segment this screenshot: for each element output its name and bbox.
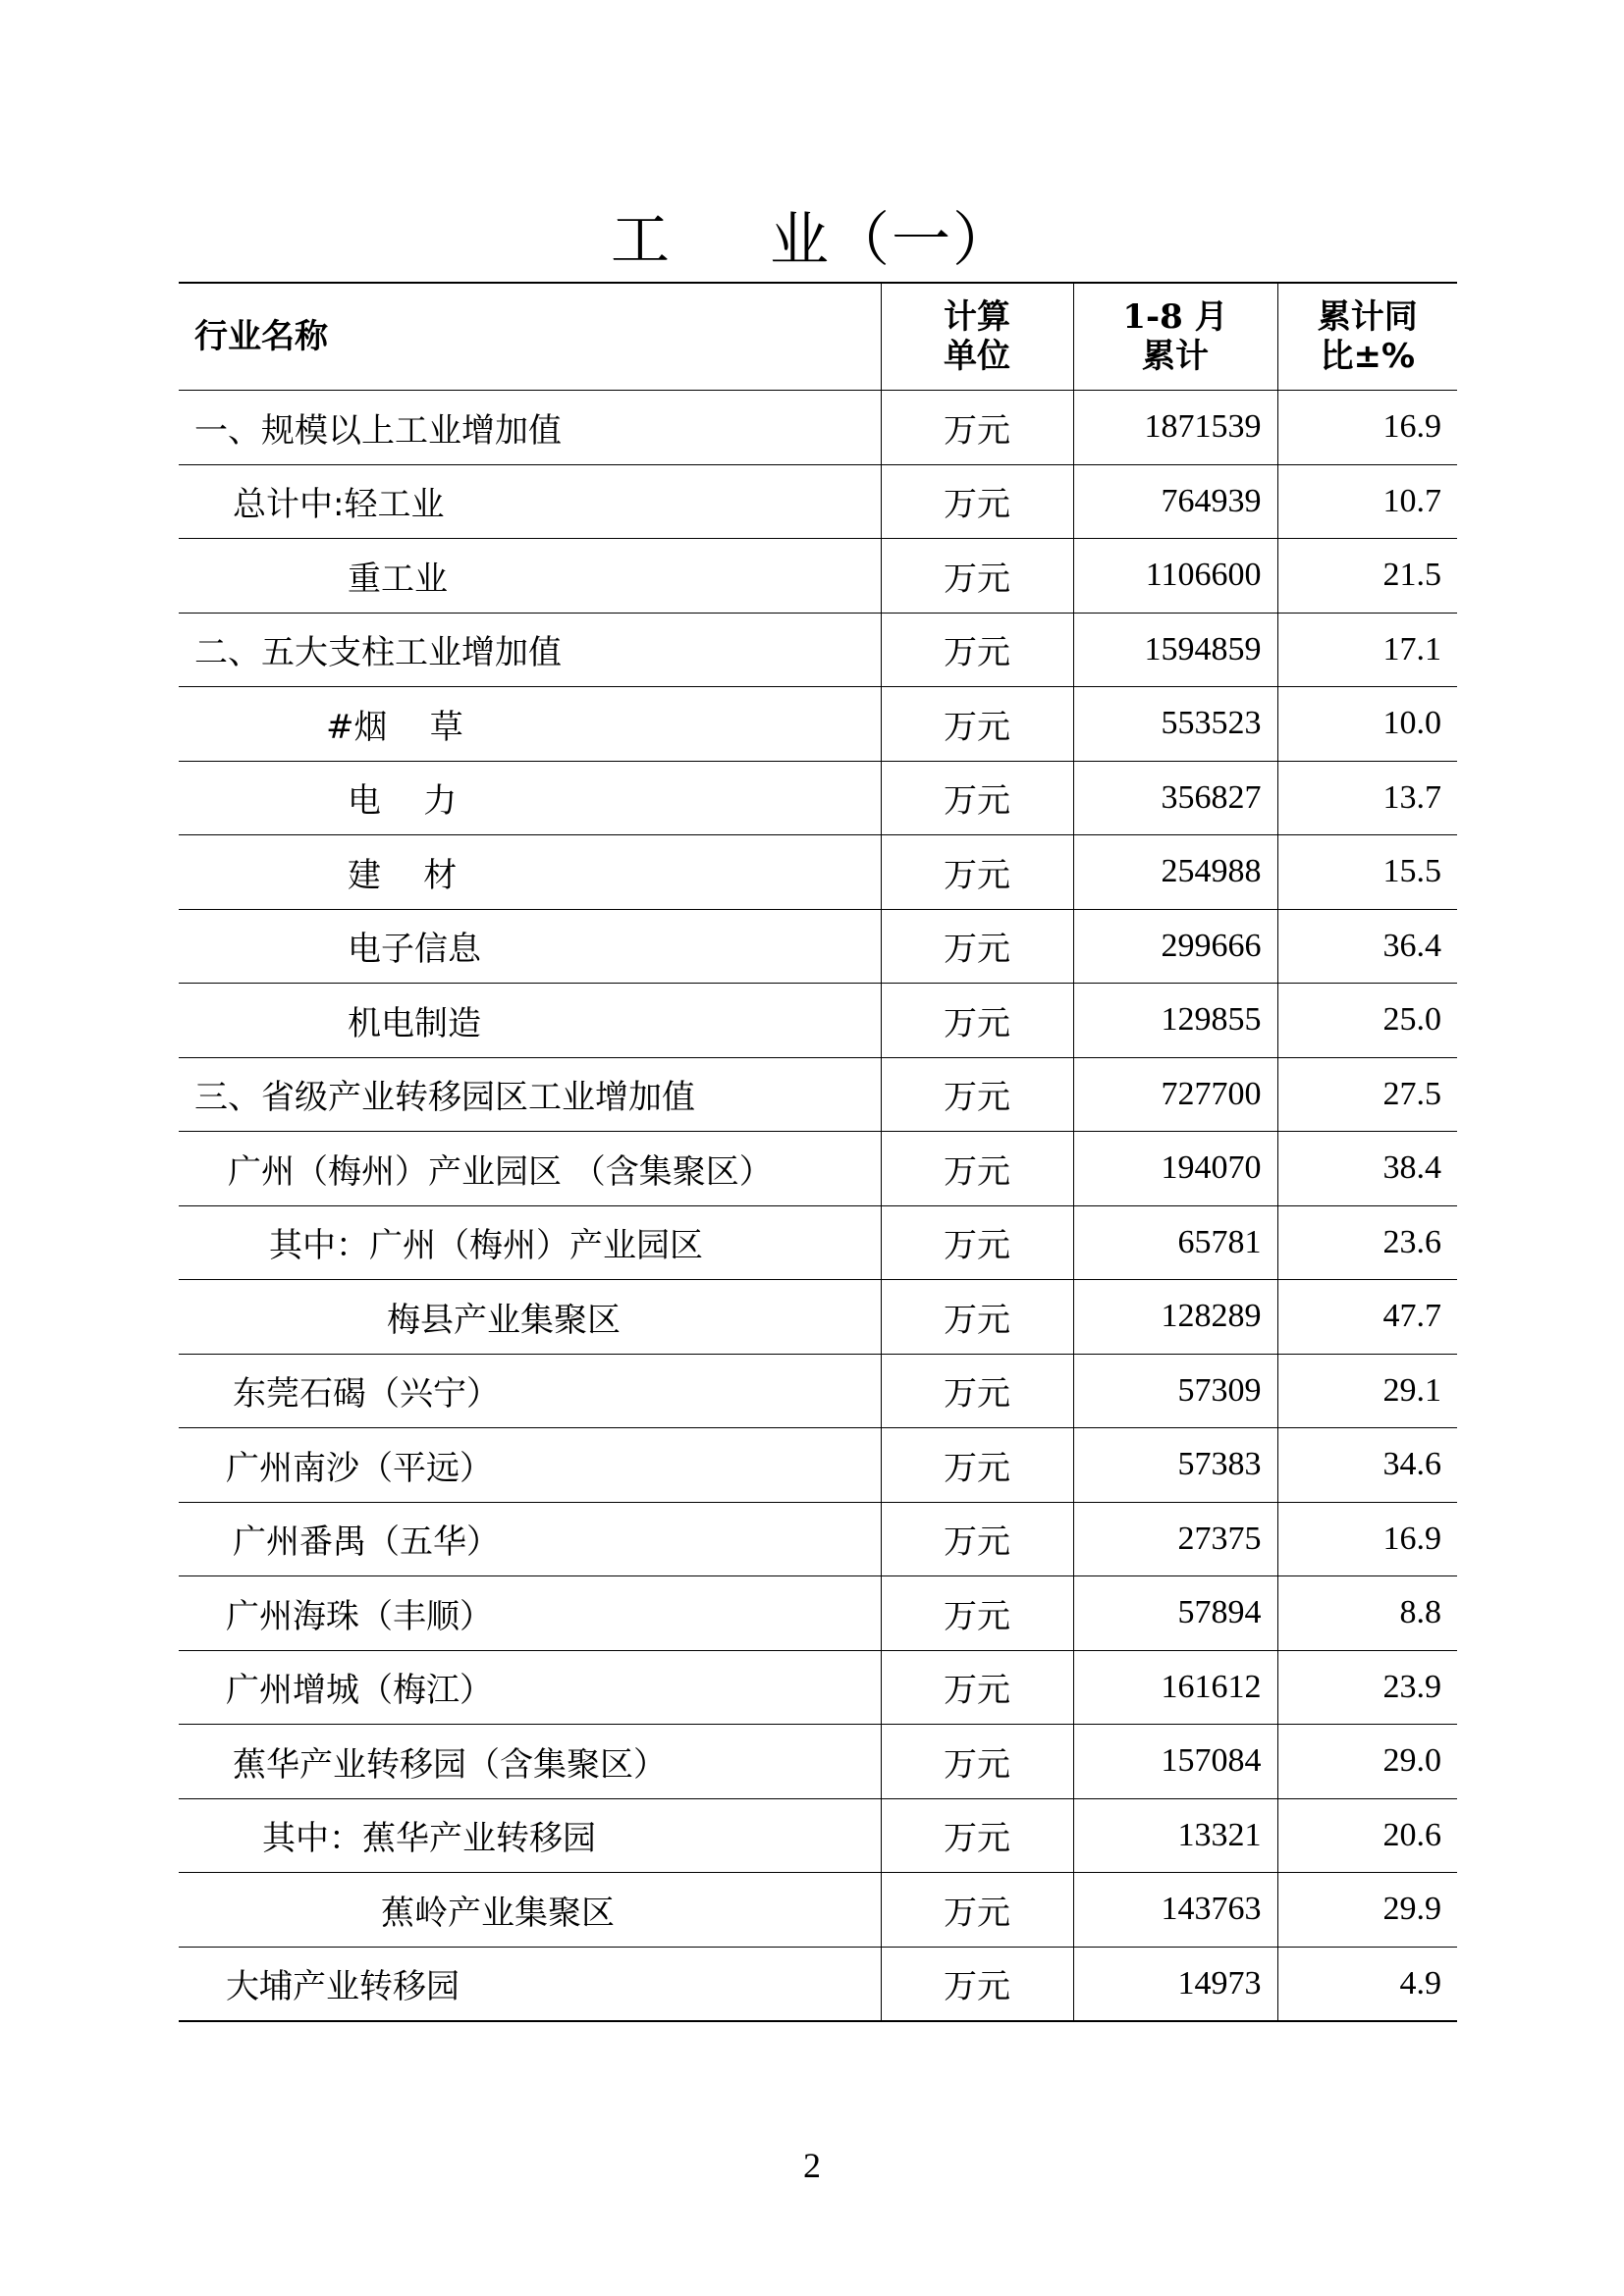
row-pct: 25.0 [1277, 984, 1457, 1058]
header-pct-line1: 累计同 [1317, 297, 1418, 337]
table-row [179, 1428, 1457, 1503]
row-value: 764939 [1073, 464, 1277, 539]
table-row [179, 539, 1457, 614]
row-name: 蕉华产业转移园（含集聚区） [179, 1725, 881, 1799]
row-name: 大埔产业转移园 [179, 1947, 881, 2021]
row-name: 广州（梅州）产业园区 （含集聚区） [179, 1132, 881, 1206]
row-name: 广州番禺（五华） [179, 1502, 881, 1576]
row-name: 梅县产业集聚区 [179, 1280, 881, 1355]
row-name: 其中：蕉华产业转移园 [179, 1798, 881, 1873]
row-pct: 23.6 [1277, 1205, 1457, 1280]
row-value: 128289 [1073, 1280, 1277, 1355]
table-row [179, 1725, 1457, 1799]
row-unit: 万元 [881, 464, 1073, 539]
row-value: 13321 [1073, 1798, 1277, 1873]
table-row [179, 1205, 1457, 1280]
row-value: 143763 [1073, 1873, 1277, 1948]
row-pct: 10.0 [1277, 687, 1457, 762]
row-pct: 47.7 [1277, 1280, 1457, 1355]
table-row [179, 1354, 1457, 1428]
row-name: 广州增城（梅江） [179, 1650, 881, 1725]
row-unit: 万元 [881, 1576, 1073, 1651]
row-value: 57309 [1073, 1354, 1277, 1428]
row-unit: 万元 [881, 539, 1073, 614]
table-row [179, 1576, 1457, 1651]
row-unit: 万元 [881, 1650, 1073, 1725]
row-pct: 16.9 [1277, 391, 1457, 465]
table-row [179, 1798, 1457, 1873]
row-name: 广州南沙（平远） [179, 1428, 881, 1503]
header-unit-line1: 计算 [944, 297, 1010, 337]
row-unit: 万元 [881, 761, 1073, 835]
row-unit: 万元 [881, 687, 1073, 762]
row-pct: 21.5 [1277, 539, 1457, 614]
row-unit: 万元 [881, 1057, 1073, 1132]
table-row [179, 909, 1457, 984]
row-unit: 万元 [881, 1798, 1073, 1873]
row-name: 重工业 [179, 539, 881, 614]
header-value-line2: 累计 [1142, 337, 1209, 376]
row-name: 一、规模以上工业增加值 [179, 391, 881, 465]
row-value: 57383 [1073, 1428, 1277, 1503]
row-unit: 万元 [881, 1354, 1073, 1428]
row-value: 27375 [1073, 1502, 1277, 1576]
table-row [179, 1280, 1457, 1355]
row-unit: 万元 [881, 1502, 1073, 1576]
row-unit: 万元 [881, 1725, 1073, 1799]
row-value: 1594859 [1073, 613, 1277, 687]
row-pct: 16.9 [1277, 1502, 1457, 1576]
row-unit: 万元 [881, 1428, 1073, 1503]
row-pct: 17.1 [1277, 613, 1457, 687]
row-unit: 万元 [881, 1873, 1073, 1948]
table-row [179, 1057, 1457, 1132]
row-pct: 36.4 [1277, 909, 1457, 984]
table-row [179, 613, 1457, 687]
row-pct: 4.9 [1277, 1947, 1457, 2021]
table-row [179, 1502, 1457, 1576]
row-pct: 29.9 [1277, 1873, 1457, 1948]
row-pct: 13.7 [1277, 761, 1457, 835]
row-pct: 34.6 [1277, 1428, 1457, 1503]
row-name: 东莞石碣（兴宁） [179, 1354, 881, 1428]
row-value: 194070 [1073, 1132, 1277, 1206]
row-value: 299666 [1073, 909, 1277, 984]
row-name: 机电制造 [179, 984, 881, 1058]
page-title-part2: 业（一） [770, 206, 1013, 275]
row-pct: 10.7 [1277, 464, 1457, 539]
row-unit: 万元 [881, 909, 1073, 984]
row-pct: 23.9 [1277, 1650, 1457, 1725]
row-value: 14973 [1073, 1947, 1277, 2021]
table-row [179, 1650, 1457, 1725]
row-name: 建 材 [179, 835, 881, 910]
row-unit: 万元 [881, 1132, 1073, 1206]
row-value: 254988 [1073, 835, 1277, 910]
table-row [179, 687, 1457, 762]
table-row [179, 835, 1457, 910]
row-name: 二、五大支柱工业增加值 [179, 613, 881, 687]
row-name: 广州海珠（丰顺） [179, 1576, 881, 1651]
row-pct: 15.5 [1277, 835, 1457, 910]
row-name: 蕉岭产业集聚区 [179, 1873, 881, 1948]
row-unit: 万元 [881, 1947, 1073, 2021]
table-header-row [179, 283, 1457, 391]
row-unit: 万元 [881, 613, 1073, 687]
header-value-line1: 1-8 月 [1122, 297, 1228, 337]
row-name: #烟 草 [179, 687, 881, 762]
page-number: 2 [803, 2146, 821, 2185]
table-row [179, 761, 1457, 835]
row-pct: 38.4 [1277, 1132, 1457, 1206]
header-unit [881, 283, 1073, 391]
row-value: 161612 [1073, 1650, 1277, 1725]
row-pct: 8.8 [1277, 1576, 1457, 1651]
header-unit-line2: 单位 [944, 337, 1010, 376]
page-title-part1: 工 [611, 206, 672, 275]
industry-statistics-table [179, 282, 1457, 2022]
table-row [179, 464, 1457, 539]
row-value: 129855 [1073, 984, 1277, 1058]
header-cumulative-value [1073, 283, 1277, 391]
table-row [179, 984, 1457, 1058]
row-unit: 万元 [881, 984, 1073, 1058]
row-name: 其中：广州（梅州）产业园区 [179, 1205, 881, 1280]
page-title [0, 201, 1624, 280]
table-row [179, 391, 1457, 465]
row-value: 1106600 [1073, 539, 1277, 614]
row-pct: 29.1 [1277, 1354, 1457, 1428]
row-name: 总计中:轻工业 [179, 464, 881, 539]
row-pct: 29.0 [1277, 1725, 1457, 1799]
row-pct: 20.6 [1277, 1798, 1457, 1873]
row-name: 电 力 [179, 761, 881, 835]
row-value: 727700 [1073, 1057, 1277, 1132]
row-unit: 万元 [881, 391, 1073, 465]
header-yoy-change [1277, 283, 1457, 391]
row-unit: 万元 [881, 835, 1073, 910]
header-industry-name: 行业名称 [179, 283, 881, 391]
table-row [179, 1947, 1457, 2021]
row-name: 三、省级产业转移园区工业增加值 [179, 1057, 881, 1132]
header-pct-line2: 比±% [1320, 337, 1416, 376]
row-value: 65781 [1073, 1205, 1277, 1280]
row-pct: 27.5 [1277, 1057, 1457, 1132]
row-value: 157084 [1073, 1725, 1277, 1799]
table-row [179, 1132, 1457, 1206]
row-name: 电子信息 [179, 909, 881, 984]
row-value: 1871539 [1073, 391, 1277, 465]
row-value: 553523 [1073, 687, 1277, 762]
row-value: 356827 [1073, 761, 1277, 835]
table-row [179, 1873, 1457, 1948]
row-unit: 万元 [881, 1280, 1073, 1355]
row-value: 57894 [1073, 1576, 1277, 1651]
row-unit: 万元 [881, 1205, 1073, 1280]
